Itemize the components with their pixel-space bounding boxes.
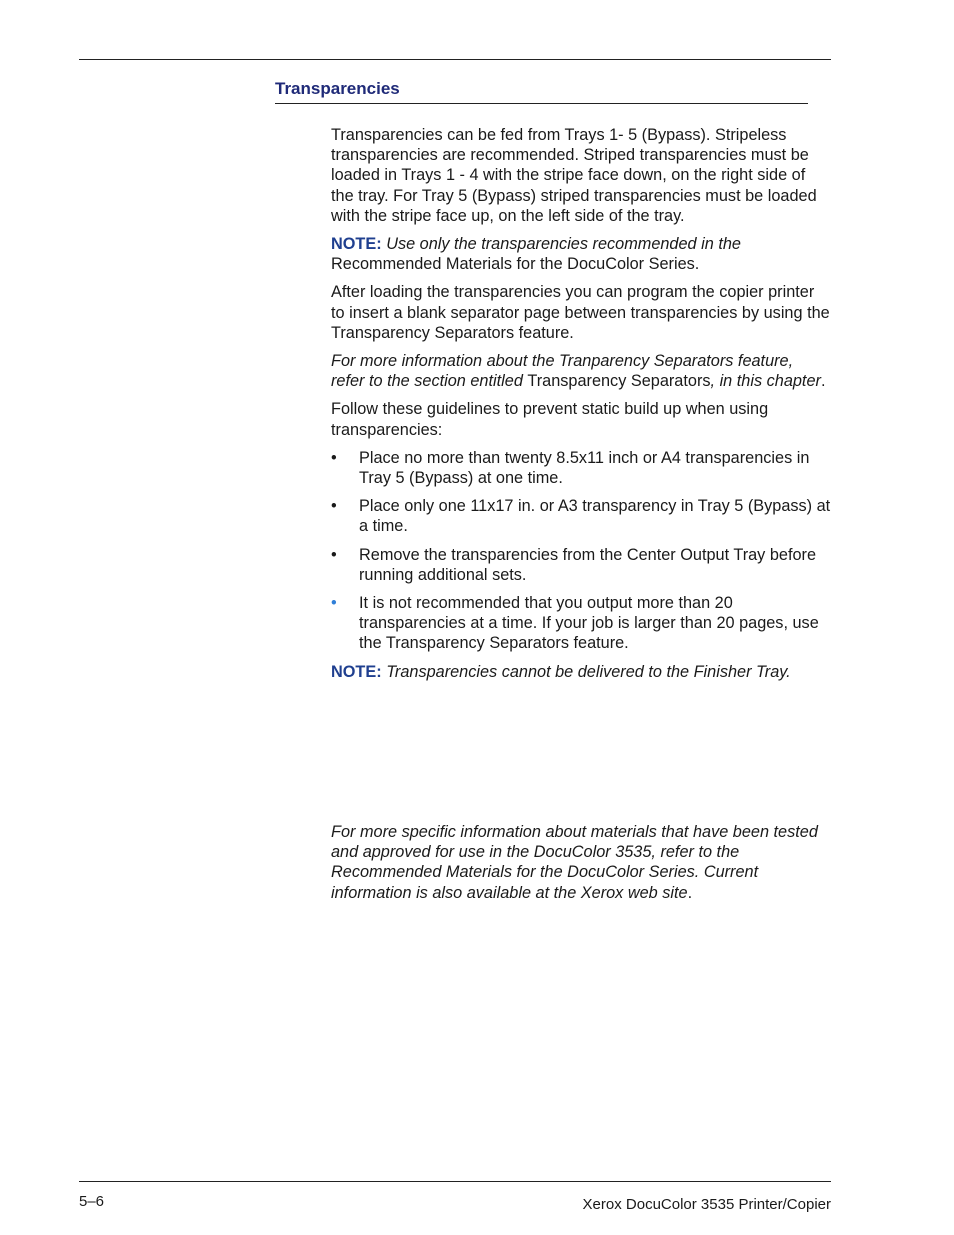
- bullet-icon: •: [331, 545, 337, 564]
- list-item-text: It is not recommended that you output more than 20 transparencies at a time. If your job is larger than 20 pages, use the Transparency Separators feature.: [359, 594, 819, 653]
- specific-info-text: For more specific information about materials that have been tested and approved for use in the DocuColor 3535, refer to the Recommended Materials for the DocuColor Series. Current information is also available at the Xerox web site: [331, 823, 818, 902]
- footer-product-name: Xerox DocuColor 3535 Printer/Copier: [582, 1196, 831, 1213]
- footer-rule: [79, 1181, 831, 1182]
- more-info-text: For more information about the Tranparency Separators feature, refer to the section entitled: [331, 352, 794, 391]
- list-item-text: Remove the transparencies from the Center Output Tray before running additional sets.: [359, 545, 817, 584]
- list-item-text: Place only one 11x17 in. or A3 transparency in Tray 5 (Bypass) at a time.: [359, 497, 831, 536]
- list-item: [331, 448, 831, 488]
- body-column: [331, 125, 831, 690]
- intro-paragraph: Transparencies can be fed from Trays 1- 5 (Bypass). Stripeless transparencies are recommended. Striped transparencies must be loaded in Trays 1 - 4 with the stripe face down, on the right side of the tray. For Tray 5 (Bypass) striped transparencies must be loaded with the stripe face up, on the left side of the tray.: [331, 126, 817, 225]
- guidelines-list: [331, 448, 831, 654]
- guidelines-intro: Follow these guidelines to prevent static build up when using transparencies:: [331, 400, 769, 439]
- more-info-end: .: [820, 372, 826, 391]
- header-rule: [79, 59, 831, 60]
- note-recommended: [331, 234, 831, 274]
- note-italic-text: Use only the transparencies recommended in the: [386, 235, 741, 254]
- specific-info-end: .: [687, 883, 693, 902]
- separator-paragraph: After loading the transparencies you can program the copier printer to insert a blank separator page between transparencies by using the Transparency Separators feature.: [331, 283, 830, 342]
- more-info-paragraph: [331, 351, 831, 391]
- bullet-icon: •: [331, 497, 337, 516]
- note-label: NOTE:: [331, 235, 382, 254]
- bullet-icon: •: [331, 448, 337, 467]
- list-item: [331, 593, 831, 654]
- note-normal-text: Recommended Materials for the DocuColor Series.: [331, 255, 700, 274]
- bullet-icon: •: [331, 594, 337, 613]
- note-finisher-text: Transparencies cannot be delivered to the Finisher Tray.: [386, 662, 791, 681]
- more-info-text-2: , in this chapter: [710, 372, 821, 391]
- page-number: 5–6: [79, 1193, 105, 1210]
- specific-info-paragraph: [331, 822, 831, 903]
- more-info-reference: Transparency Separators: [527, 372, 711, 391]
- list-item: [331, 545, 831, 585]
- note-label: NOTE:: [331, 662, 382, 681]
- note-finisher: [331, 662, 831, 682]
- list-item-text: Place no more than twenty 8.5x11 inch or A4 transparencies in Tray 5 (Bypass) at one time.: [359, 448, 810, 488]
- list-item: [331, 496, 831, 536]
- section-title: Transparencies: [275, 79, 808, 104]
